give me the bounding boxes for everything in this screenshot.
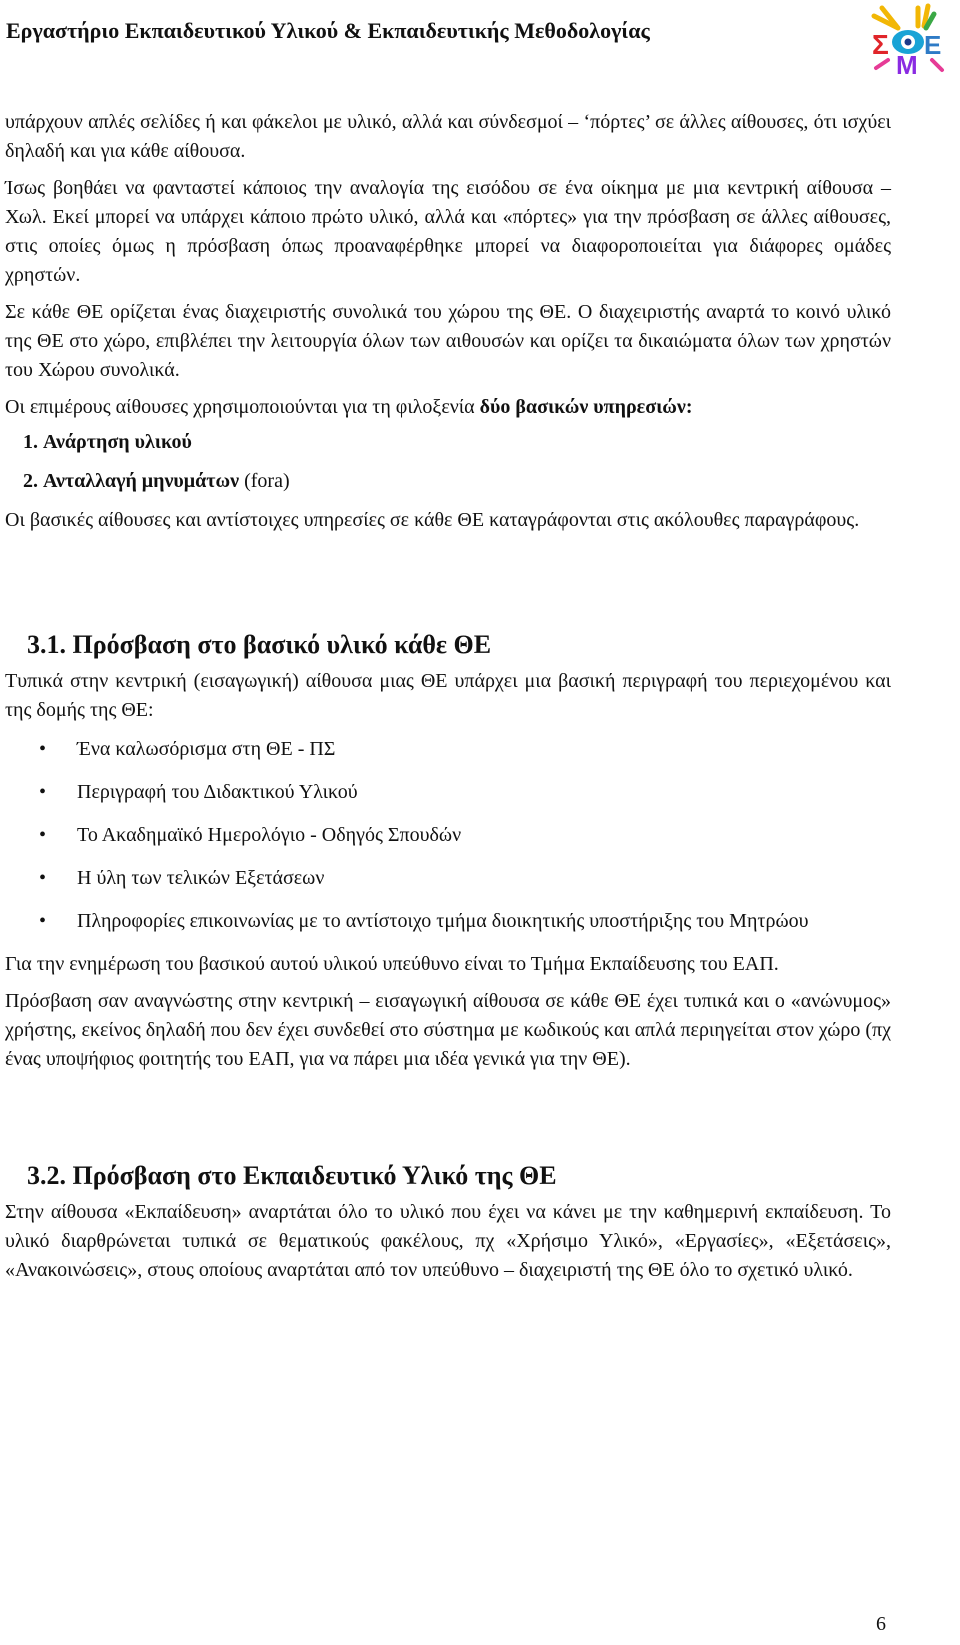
list-item <box>5 864 891 893</box>
list-item <box>5 821 891 850</box>
sem-logo <box>868 2 948 76</box>
page-number: 6 <box>876 1613 886 1635</box>
paragraph-services-intro <box>5 393 891 422</box>
services-list <box>5 428 891 496</box>
list-item <box>5 735 891 764</box>
paragraph: Στην αίθουσα «Εκπαίδευση» αναρτάται όλο το υλικό που έχει να κάνει με την καθημερινή εκπαίδευση. Το υλικό διαρθρώνεται τυπικά σε θεματικούς φακέλους, πχ «Χρήσιμο Υλικό», «Εργασίες», «Εξετάσεις», «Ανακοινώσεις», στους οποίους αναρτάται από τον υπεύθυνο – διαχειριστή της ΘΕ όλο το σχετικό υλικό. <box>5 1201 891 1281</box>
list-item <box>5 778 891 807</box>
bullet-text: Περιγραφή του Διδακτικού Υλικού <box>77 781 358 803</box>
paragraph: Ίσως βοηθάει να φανταστεί κάποιος την αναλογία της εισόδου σε ένα οίκημα με μια κεντρική αίθουσα – Χωλ. Εκεί μπορεί να υπάρχει κάποιο πρώτο υλικό, αλλά και «πόρτες» για την πρόσβαση σε άλλες αίθουσες, στις οποίες όμως η πρόσβαση όπως προαναφέρθηκε μπορεί να διαφοροποιείται για διάφορες ομάδες χρηστών. <box>5 177 891 286</box>
paragraph: Πρόσβαση σαν αναγνώστης στην κεντρική – εισαγωγική αίθουσα σε κάθε ΘΕ έχει τυπικά και ο «ανώνυμος» χρήστης, εκείνος δηλαδή που δεν έχει συνδεθεί στο σύστημα με κωδικούς και απλά περιηγείται στον χώρο (πχ ένας υποψήφιος φοιτητής του ΕΑΠ, για να πάρει μια ιδέα γενικά για την ΘΕ). <box>5 990 892 1070</box>
bullet-text: Η ύλη των τελικών Εξετάσεων <box>77 867 325 889</box>
service-suffix: (fora) <box>239 470 290 492</box>
list-item <box>43 428 891 457</box>
services-intro-bold: δύο βασικών υπηρεσιών: <box>479 396 693 418</box>
logo-sigma: Σ <box>872 29 889 60</box>
paragraph: Οι βασικές αίθουσες και αντίστοιχες υπηρεσίες σε κάθε ΘΕ καταγράφονται στις ακόλουθες παραγράφους. <box>5 509 860 531</box>
service-label: Ανταλλαγή μηνυμάτων <box>43 470 240 492</box>
section-heading-3-1: 3.1. Πρόσβαση στο βασικό υλικό κάθε ΘΕ <box>27 630 492 659</box>
bullet-icon: • <box>39 781 47 803</box>
bullet-icon: • <box>39 867 47 889</box>
logo-mu: Μ <box>896 50 918 76</box>
bullet-text: Πληροφορίες επικοινωνίας με το αντίστοιχο τμήμα διοικητικής υποστήριξης του Μητρώου <box>77 910 809 932</box>
document-body <box>5 108 891 1285</box>
bullet-list <box>5 735 891 936</box>
paragraph: Τυπικά στην κεντρική (εισαγωγική) αίθουσα μιας ΘΕ υπάρχει μια βασική περιγραφή του περιεχομένου και της δομής της ΘΕ: <box>5 670 891 721</box>
bullet-icon: • <box>39 824 47 846</box>
header-title: Εργαστήριο Εκπαιδευτικού Υλικού & Εκπαιδευτικής Μεθοδολογίας <box>6 18 650 43</box>
services-intro-text: Οι επιμέρους αίθουσες χρησιμοποιούνται για τη φιλοξενία <box>5 396 480 418</box>
paragraph: Για την ενημέρωση του βασικού αυτού υλικού υπεύθυνο είναι το Τμήμα Εκπαίδευσης του ΕΑΠ. <box>5 953 779 975</box>
bullet-icon: • <box>39 910 47 932</box>
bullet-text: Ένα καλωσόρισμα στη ΘΕ - ΠΣ <box>77 738 336 760</box>
paragraph: Σε κάθε ΘΕ ορίζεται ένας διαχειριστής συνολικά του χώρου της ΘΕ. Ο διαχειριστής αναρτά το κοινό υλικό της ΘΕ στο χώρο, επιβλέπει την λειτουργία όλων των αιθουσών και ορίζει τα δικαιώματα όλων των χρηστών του Χώρου συνολικά. <box>5 301 891 381</box>
paragraph: υπάρχουν απλές σελίδες ή και φάκελοι με υλικό, αλλά και σύνδεσμοί – ‘πόρτες’ σε άλλες αίθουσες, ότι ισχύει δηλαδή και για κάθε αίθουσα. <box>5 111 891 162</box>
list-item <box>43 467 891 496</box>
service-label: Ανάρτηση υλικού <box>43 431 192 453</box>
page-header <box>0 0 960 80</box>
bullet-text: Το Ακαδημαϊκό Ημερολόγιο - Οδηγός Σπουδών <box>77 824 462 846</box>
bullet-icon: • <box>39 738 47 760</box>
section-heading-3-2: 3.2. Πρόσβαση στο Εκπαιδευτικό Υλικό της ΘΕ <box>27 1161 557 1190</box>
list-item <box>5 907 891 936</box>
logo-epsilon: Ε <box>924 30 942 60</box>
